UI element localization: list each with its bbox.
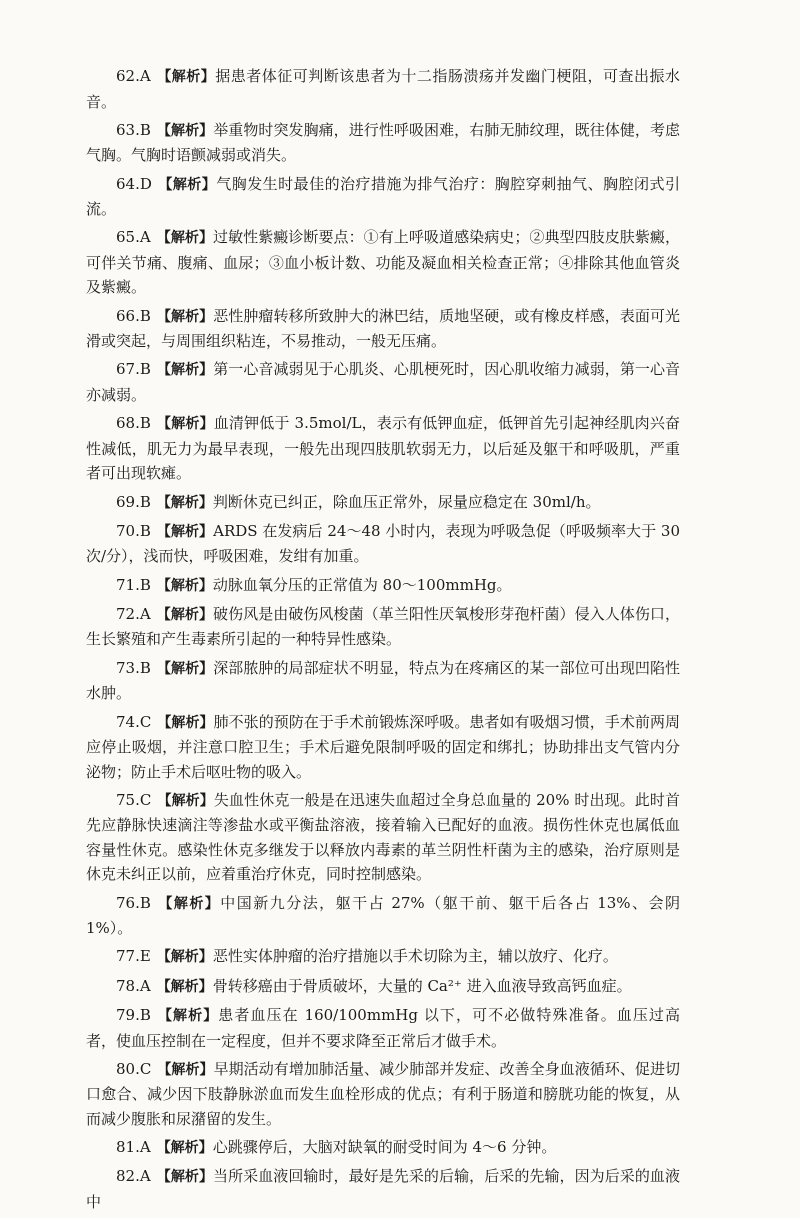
answer-entry xyxy=(86,602,680,652)
analysis-tag: 【解析】 xyxy=(156,1008,219,1025)
analysis-tag: 【解析】 xyxy=(156,660,214,677)
question-number: 76.B xyxy=(116,893,151,912)
question-number: 74.C xyxy=(116,712,152,731)
analysis-tag: 【解析】 xyxy=(157,714,214,731)
answer-entry xyxy=(86,411,680,486)
question-number: 77.E xyxy=(116,947,151,966)
question-number: 81.A xyxy=(116,1138,151,1157)
explanation-text: 据患者体征可判断该患者为十二指肠溃疡并发幽门梗阻，可查出振水音。 xyxy=(86,67,680,111)
question-number: 72.A xyxy=(116,604,151,623)
question-number: 80.C xyxy=(116,1059,152,1078)
analysis-tag: 【解析】 xyxy=(156,577,213,594)
analysis-tag: 【解析】 xyxy=(156,122,214,139)
answer-entry xyxy=(86,1164,680,1214)
explanation-text: 早期活动有增加肺活量、减少肺部并发症、改善全身血液循环、促进切口愈合、减少因下肢静脉淤血而发生血栓形成的优点；有利于肠道和膀胱功能的恢复，从而减少腹胀和尿潴留的发生。 xyxy=(86,1059,680,1128)
explanation-text: 骨转移癌由于骨质破坏，大量的 Ca²⁺ 进入血液导致高钙血症。 xyxy=(212,976,632,995)
explanation-text: 过敏性紫癜诊断要点：①有上呼吸道感染病史；②典型四肢皮肤紫癜，可伴关节痛、腹痛、血尿；③血小板计数、功能及凝血相关检查正常；④排除其他血管炎及紫癜。 xyxy=(86,228,680,297)
explanation-text: 患者血压在 160/100mmHg 以下，可不必做特殊准备。血压过高者，使血压控制在一定程度，但并不要求降至正常后才做手术。 xyxy=(86,1006,681,1050)
analysis-tag: 【解析】 xyxy=(157,176,217,193)
analysis-tag: 【解析】 xyxy=(156,1140,213,1157)
analysis-tag: 【解析】 xyxy=(156,1169,214,1186)
question-number: 79.B xyxy=(116,1006,151,1025)
analysis-tag: 【解析】 xyxy=(157,792,214,809)
explanation-text: 当所采血液回输时，最好是先采的后输，后采的先输，因为后采的血液中 xyxy=(86,1167,680,1211)
explanation-text: 气胸发生时最佳的治疗措施为排气治疗：胸腔穿刺抽气、胸腔闭式引流。 xyxy=(86,174,680,219)
answer-entry xyxy=(86,1003,680,1053)
analysis-tag: 【解析】 xyxy=(156,308,214,325)
explanation-text: 恶性肿瘤转移所致肿大的淋巴结，质地坚硬，或有橡皮样感，表面可光滑或突起，与周围组织粘连，不易推动，一般无压痛。 xyxy=(86,306,681,351)
explanation-text: 恶性实体肿瘤的治疗措施以手术切除为主，辅以放疗、化疗。 xyxy=(212,947,618,966)
question-number: 64.D xyxy=(116,174,152,193)
explanation-text: 肺不张的预防在于手术前锻炼深呼吸。患者如有吸烟习惯，手术前两周应停止吸烟，并注意口腔卫生；手术后避免限制呼吸的固定和绑扎；协助排出支气管内分泌物；防止手术后呕吐物的吸入。 xyxy=(86,712,680,781)
analysis-tag: 【解析】 xyxy=(156,416,214,433)
question-number: 63.B xyxy=(116,120,151,139)
question-number: 65.A xyxy=(116,228,151,247)
answer-entry xyxy=(86,656,680,706)
answer-entry xyxy=(86,172,680,222)
answer-entry xyxy=(86,1135,680,1161)
question-number: 73.B xyxy=(116,658,151,677)
analysis-tag: 【解析】 xyxy=(156,978,213,995)
question-number: 70.B xyxy=(116,521,151,540)
answer-entry xyxy=(86,225,680,300)
analysis-tag: 【解析】 xyxy=(157,1061,214,1078)
answer-entry xyxy=(86,304,680,354)
answer-entry xyxy=(86,974,680,1000)
question-number: 75.C xyxy=(116,790,152,809)
answer-entry xyxy=(86,490,680,516)
explanation-text: 举重物时突发胸痛，进行性呼吸困难，右肺无肺纹理，既往体健，考虑气胸。气胸时语颤减弱或消失。 xyxy=(86,120,681,165)
explanation-text: 失血性休克一般是在迅速失血超过全身总血量的 20% 时出现。此时首先应静脉快速滴注等渗盐水或平衡盐溶液，接着输入已配好的血液。损伤性休克也属低血容量性休克。感染性休克多继发于以释放内毒素的革兰阴性杆菌为主的感染，治疗原则是休克未纠正以前，应着重治疗休克，同时控制感染。 xyxy=(86,790,680,884)
answer-entry xyxy=(86,64,680,114)
answer-entry xyxy=(86,1057,680,1132)
answer-entry xyxy=(86,944,680,970)
question-number: 68.B xyxy=(116,414,151,433)
answer-entry xyxy=(86,573,680,599)
explanation-text: 破伤风是由破伤风梭菌（革兰阳性厌氧梭形芽孢杆菌）侵入人体伤口，生长繁殖和产生毒素所引起的一种特异性感染。 xyxy=(86,604,680,649)
answer-entry xyxy=(86,710,680,785)
answer-entry xyxy=(86,891,680,941)
question-number: 67.B xyxy=(116,360,151,379)
answer-explanations xyxy=(86,64,680,1218)
question-number: 82.A xyxy=(116,1167,151,1186)
analysis-tag: 【解析】 xyxy=(156,606,214,623)
explanation-text: 动脉血氧分压的正常值为 80～100mmHg。 xyxy=(212,575,512,594)
analysis-tag: 【解析】 xyxy=(156,895,221,912)
analysis-tag: 【解析】 xyxy=(156,230,214,247)
analysis-tag: 【解析】 xyxy=(156,69,216,85)
analysis-tag: 【解析】 xyxy=(156,362,214,379)
answer-entry xyxy=(86,519,680,569)
analysis-tag: 【解析】 xyxy=(156,949,213,966)
question-number: 62.A xyxy=(116,67,151,85)
question-number: 69.B xyxy=(116,492,151,511)
answer-entry xyxy=(86,118,680,168)
explanation-text: 判断休克已纠正，除血压正常外，尿量应稳定在 30ml/h。 xyxy=(212,492,601,511)
answer-entry xyxy=(86,788,680,887)
explanation-text: 第一心音减弱见于心肌炎、心肌梗死时，因心肌收缩力减弱，第一心音亦减弱。 xyxy=(86,360,681,404)
explanation-text: ARDS 在发病后 24～48 小时内，表现为呼吸急促（呼吸频率大于 30 次/分），浅而快，呼吸困难，发绀有加重。 xyxy=(86,521,681,566)
explanation-text: 心跳骤停后，大脑对缺氧的耐受时间为 4～6 分钟。 xyxy=(212,1138,557,1157)
explanation-text: 中国新九分法，躯干占 27%（躯干前、躯干后各占 13%、会阴 1%）。 xyxy=(86,893,681,938)
explanation-text: 深部脓肿的局部症状不明显，特点为在疼痛区的某一部位可出现凹陷性水肿。 xyxy=(86,658,681,703)
question-number: 78.A xyxy=(116,976,151,995)
analysis-tag: 【解析】 xyxy=(156,494,213,511)
answer-entry xyxy=(86,357,680,407)
question-number: 66.B xyxy=(116,306,151,325)
explanation-text: 血清钾低于 3.5mol/L，表示有低钾血症，低钾首先引起神经肌肉兴奋性减低，肌无力为最早表现，一般先出现四肢肌软弱无力，以后延及躯干和呼吸肌，严重者可出现软瘫。 xyxy=(86,414,681,483)
question-number: 71.B xyxy=(116,575,151,594)
analysis-tag: 【解析】 xyxy=(156,523,214,540)
